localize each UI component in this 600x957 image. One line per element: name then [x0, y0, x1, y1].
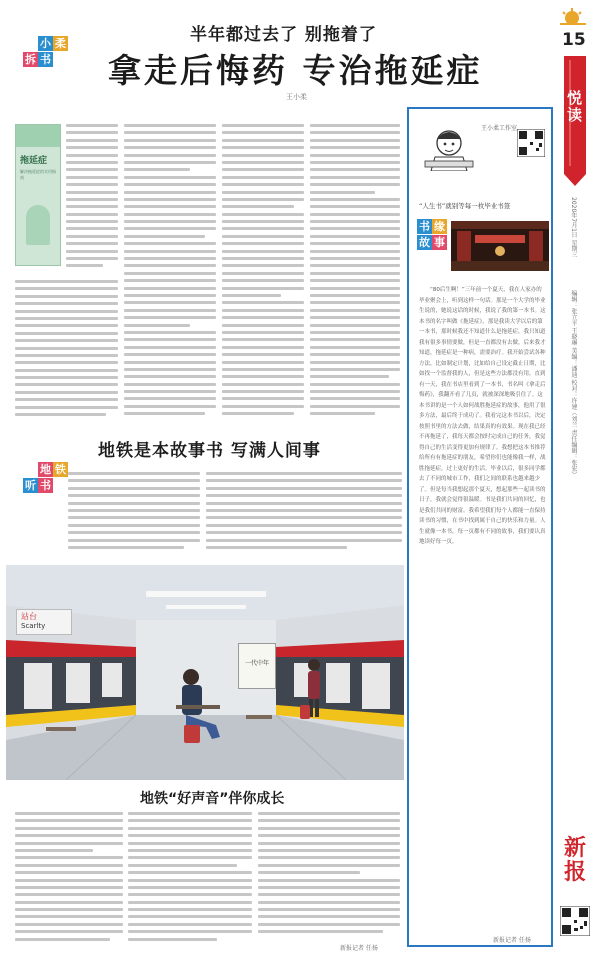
station-sign [16, 609, 72, 635]
section-name: 悦读 [567, 89, 583, 124]
book-article-text-col3 [222, 124, 304, 430]
sun-logo-icon [558, 6, 588, 28]
book-sign-label: 一代中年 [244, 660, 269, 667]
tag-char: 听 [25, 479, 36, 492]
brand-logo: 新报 [564, 835, 587, 885]
book-article-text-col4 [310, 124, 400, 430]
book-article-text-lead [15, 280, 118, 430]
tag-char: 拆 [25, 53, 36, 66]
subway-bottom-col3 [258, 812, 400, 940]
book-title: 拖延症 [20, 156, 48, 166]
subway-article-title: 地铁是本故事书 写满人间事 [98, 441, 321, 461]
tag-char: 故 [419, 236, 430, 249]
tag-char: 缘 [434, 220, 445, 233]
book-article-text-col1 [66, 124, 118, 272]
subway-bottom-col1 [15, 812, 123, 950]
page-title: 拿走后悔药 专治拖延症 [108, 51, 483, 90]
author-illustration [421, 125, 477, 171]
subway-bottom-col2 [128, 812, 252, 950]
tag-char: 书 [419, 220, 430, 233]
book-cover [15, 124, 61, 266]
column-author-footer: 新报记者 任扬 [493, 937, 531, 944]
author-label: 王小柔工作室 [481, 125, 518, 132]
tag-char: 铁 [55, 463, 66, 476]
subway-text-col2 [206, 472, 402, 558]
subway-caption: 地铁“好声音”伴你成长 [140, 791, 285, 807]
date-line: 2020年7月1日 星期三 [570, 197, 577, 258]
highlight-column-box [407, 107, 553, 947]
byline: 王小柔 [286, 93, 307, 101]
book-sign [238, 643, 276, 689]
book-subtitle: 解决拖延症的实用指南 [20, 169, 56, 180]
tag-char: 小 [40, 37, 51, 50]
book-article-text-col2 [124, 124, 216, 430]
station-name-en: Scarlty [21, 622, 46, 630]
column-tag [21, 36, 66, 70]
column-blurb: “人生书”就别等每一枚毕业书签 [419, 202, 511, 210]
section-ribbon [560, 56, 590, 186]
page-subtitle: 半年都过去了 别拖着了 [190, 25, 377, 45]
staff-line: 编辑：张立平 王晓琳 美编：潘迪 校对：许建（刘兰 责任编辑：张宏） [570, 290, 577, 478]
column-body: “80后生啊！”三年前一个夏天，我在人家办的毕业聚会上，听到这样一句话。那是一个大学的毕业生说的，她说这话的时候，我说了我的第一本书。这本书的名字叫做《拖延症》，那是我读大学以后的第一本书，那时候我还不知道什么是拖延症，我只知道我有很多事情要做，但是一直都没有去做。后来我才知道，拖延症是一种病，需要治疗。我开始尝试各种方法，比如制定计划，比如给自己设定截止日期，比如找一个监督我的人，但是这些方法都没有用。直到有一天，我在书店里看到了一本书，书名叫《拿走后悔药》，我翻开看了几页，就被深深地吸引住了。这本书讲的是一个人如何战胜拖延症的故事，他用了很多方法，最后终于成功了。我看完这本书以后，决定按照书里的方法去做，结果真的有效果。现在我已经不再拖延了，我每天都会按时完成自己的任务，我觉得自己的生活变得更加有规律了。我想把这本书推荐给所有有拖延症的朋友，希望你们也能像我一样，战胜拖延症，过上更好的生活。毕业以后，很多同学都去了不同的城市工作，我们之间的联系也越来越少了。但是每当我想起那个夏天，想起那些一起读书的日子，我就会觉得很温暖。书是我们共同的回忆，也是我们共同的财富。我希望我们每个人都能一直保持读书的习惯，在书中找到属于自己的快乐和力量。人生就像一本书，每一页都有不同的故事，我们要认真地读好每一页。 [419, 287, 546, 545]
tag-char: 事 [434, 236, 445, 249]
qr-code-icon [560, 906, 590, 936]
qr-code-icon [517, 129, 545, 157]
tag-char: 柔 [55, 37, 66, 50]
tag-char: 书 [40, 479, 51, 492]
subway-text-col1 [68, 472, 200, 558]
column-box-tag [415, 219, 449, 253]
subway-author: 新报记者 任扬 [340, 945, 378, 952]
tag-char: 地 [40, 463, 51, 476]
page-number: 15 [562, 30, 586, 50]
tag-char: 书 [40, 53, 51, 66]
subway-tag [21, 462, 66, 496]
library-photo [451, 221, 549, 271]
station-name-cn: 站台 [21, 612, 37, 621]
subway-illustration [6, 565, 404, 780]
